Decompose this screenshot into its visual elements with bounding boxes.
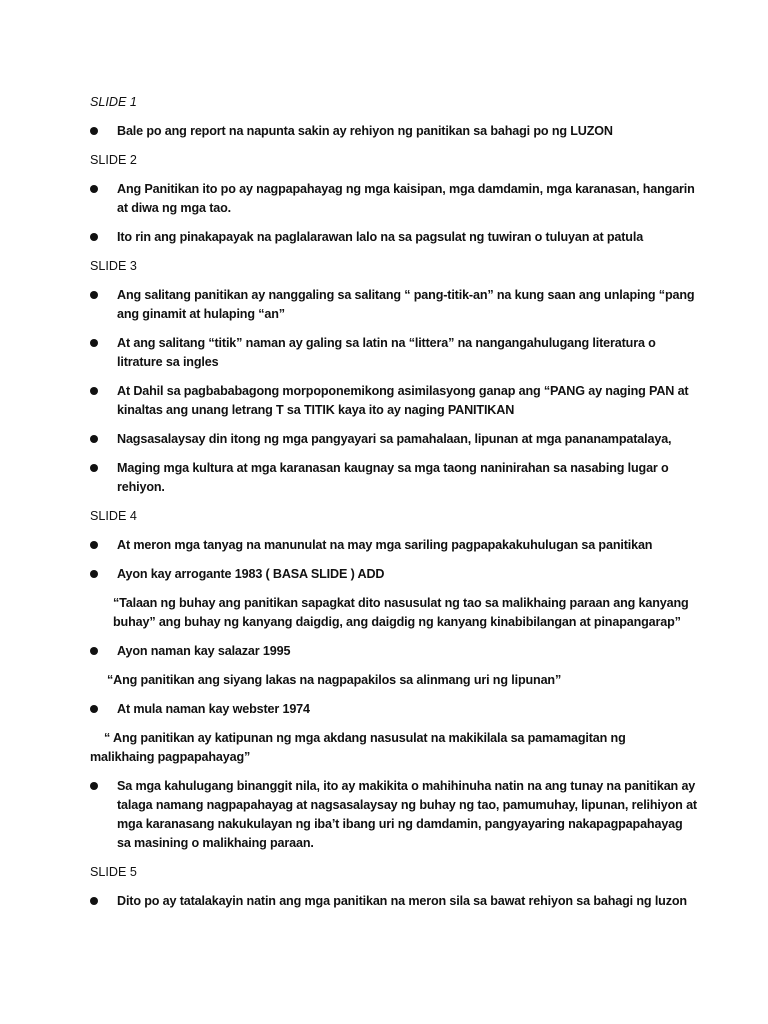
bullet-icon xyxy=(90,541,98,549)
bullet-icon xyxy=(90,233,98,241)
bullet-text: At Dahil sa pagbababagong morpoponemikong asimilasyong ganap ang “PANG ay naging PAN at kinaltas ang unang letrang T sa TITIK kaya ito ay naging PANITIKAN xyxy=(117,384,689,417)
bullet-item xyxy=(90,459,698,497)
bullet-item xyxy=(90,334,698,372)
bullet-text: At mula naman kay webster 1974 xyxy=(117,702,310,716)
bullet-item xyxy=(90,892,698,911)
bullet-text: Sa mga kahulugang binanggit nila, ito ay makikita o mahihinuha natin na ang tunay na panitikan ay talaga namang nagpapahayag at nagsasalaysay ng buhay ng tao, pamumuhay, lipunan, relihiyon at mga karanasang nakukulayan ng iba’t ibang uri ng damdamin, pangyayaring nakapagpapahayag sa masining o malikhaing paraan. xyxy=(117,779,697,850)
bullet-icon xyxy=(90,464,98,472)
slide-label: SLIDE 5 xyxy=(90,865,137,879)
bullet-item xyxy=(90,180,698,218)
bullet-icon xyxy=(90,435,98,443)
bullet-item xyxy=(90,122,698,141)
bullet-text: Ang Panitikan ito po ay nagpapahayag ng mga kaisipan, mga damdamin, mga karanasan, hangarin at diwa ng mga tao. xyxy=(117,182,695,215)
bullet-item xyxy=(90,382,698,420)
quote-webster xyxy=(90,729,698,767)
slide-label: SLIDE 4 xyxy=(90,509,137,523)
bullet-icon xyxy=(90,897,98,905)
quote-salazar: “Ang panitikan ang siyang lakas na nagpapakilos sa alinmang uri ng lipunan” xyxy=(107,673,562,687)
bullet-text: At meron mga tanyag na manunulat na may mga sariling pagpapakakuhulugan sa panitikan xyxy=(117,538,653,552)
quote-line: “ Ang panitikan ay katipunan ng mga akdang nasusulat na makikilala sa pamamagitan ng xyxy=(104,731,626,745)
bullet-text: At ang salitang “titik” naman ay galing sa latin na “littera” na nangangahulugang literatura o litrature sa ingles xyxy=(117,336,656,369)
bullet-text: Dito po ay tatalakayin natin ang mga panitikan na meron sila sa bawat rehiyon sa bahagi ng luzon xyxy=(117,894,687,908)
bullet-icon xyxy=(90,291,98,299)
slide-label: SLIDE 3 xyxy=(90,259,137,273)
slide-label: SLIDE 2 xyxy=(90,153,137,167)
bullet-text: Ayon kay arrogante 1983 ( BASA SLIDE ) ADD xyxy=(117,567,385,581)
bullet-item xyxy=(90,700,698,719)
bullet-item xyxy=(90,642,698,661)
bullet-item xyxy=(90,565,698,584)
bullet-text: Nagsasalaysay din itong ng mga pangyayari sa pamahalaan, lipunan at mga pananampatalaya, xyxy=(117,432,672,446)
quote-arrogante: “Talaan ng buhay ang panitikan sapagkat dito nasusulat ng tao sa malikhaing paraan ang kanyang buhay” ang buhay ng kanyang daigdig, ang daigdig ng kanyang kinabibilangan at pinapangarap” xyxy=(113,596,689,629)
bullet-icon xyxy=(90,127,98,135)
bullet-item xyxy=(90,228,698,247)
bullet-item xyxy=(90,430,698,449)
bullet-icon xyxy=(90,647,98,655)
bullet-text: Ito rin ang pinakapayak na paglalarawan lalo na sa pagsulat ng tuwiran o tuluyan at patula xyxy=(117,230,644,244)
bullet-icon xyxy=(90,782,98,790)
bullet-text: Bale po ang report na napunta sakin ay rehiyon ng panitikan sa bahagi po ng LUZON xyxy=(117,124,613,138)
bullet-icon xyxy=(90,705,98,713)
bullet-item xyxy=(90,536,698,555)
bullet-icon xyxy=(90,387,98,395)
bullet-text: Ayon naman kay salazar 1995 xyxy=(117,644,291,658)
slide-label: SLIDE 1 xyxy=(90,95,137,109)
bullet-icon xyxy=(90,570,98,578)
bullet-item xyxy=(90,777,698,853)
bullet-text: Ang salitang panitikan ay nanggaling sa salitang “ pang-titik-an” na kung saan ang unlaping “pang ang ginamit at hulaping “an” xyxy=(117,288,695,321)
quote-line: malikhaing pagpapahayag” xyxy=(90,750,251,764)
bullet-text: Maging mga kultura at mga karanasan kaugnay sa mga taong naninirahan sa nasabing lugar o rehiyon. xyxy=(117,461,669,494)
bullet-item xyxy=(90,286,698,324)
bullet-icon xyxy=(90,185,98,193)
bullet-icon xyxy=(90,339,98,347)
